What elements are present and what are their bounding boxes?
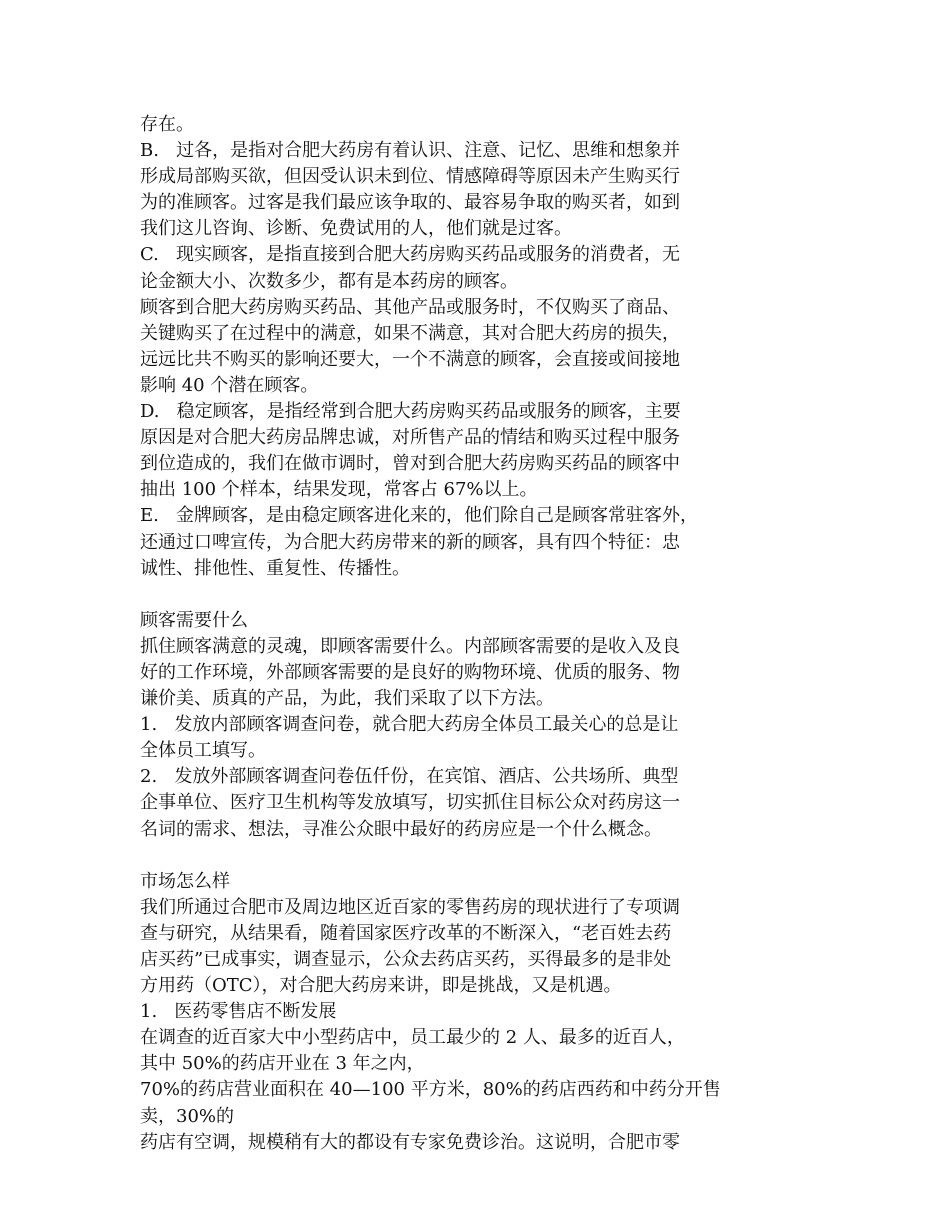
text-line: 论金额大小、次数多少，都有是本药房的顾客。 bbox=[140, 270, 518, 292]
text-line: 卖，30%的 bbox=[140, 1105, 235, 1127]
text-line: 还通过口啤宣传，为合肥大药房带来的新的顾客，具有四个特征：忠 bbox=[140, 531, 680, 553]
text-line: 名词的需求、想法，寻准公众眼中最好的药房应是一个什么概念。 bbox=[140, 818, 662, 840]
text-line: 在调查的近百家大中小型药店中，员工最少的 2 人、最多的近百人， bbox=[140, 1027, 685, 1049]
text-line: 顾客到合肥大药房购买药品、其他产品或服务时，不仅购买了商品、 bbox=[140, 296, 680, 318]
text-line: 存在。 bbox=[140, 114, 194, 135]
paragraph-spacer bbox=[140, 843, 820, 869]
text-line: 到位造成的，我们在做市调时，曾对到合肥大药房购买药品的顾客中 bbox=[140, 453, 680, 475]
text-line: 1. 医药零售店不断发展 bbox=[140, 1001, 337, 1023]
text-line: B. 过各，是指对合肥大药房有着认识、注意、记忆、思维和想象并 bbox=[140, 140, 681, 162]
text-line: 抽出 100 个样本，结果发现，常客占 67%以上。 bbox=[140, 479, 538, 501]
text-line: 谦价美、质真的产品，为此，我们采取了以下方法。 bbox=[140, 688, 554, 710]
text-line: 形成局部购买欲，但因受认识未到位、情感障碍等原因未产生购买行 bbox=[140, 166, 680, 188]
text-line: 70%的药店营业面积在 40—100 平方米，80%的药店西药和中药分开售 bbox=[140, 1079, 721, 1101]
text-line: 关键购买了在过程中的满意，如果不满意，其对合肥大药房的损失， bbox=[140, 322, 680, 344]
text-line: 2. 发放外部顾客调查问卷伍仟份，在宾馆、酒店、公共场所、典型 bbox=[140, 766, 679, 788]
paragraph-spacer bbox=[140, 582, 820, 608]
text-line: 店买药”已成事实，调查显示，公众去药店买药，买得最多的是非处 bbox=[140, 949, 672, 970]
section-heading: 顾客需要什么 bbox=[140, 609, 248, 631]
text-line: 企事单位、医疗卫生机构等发放填写，切实抓住目标公众对药房这一 bbox=[140, 792, 680, 814]
text-line: 影响 40 个潜在顾客。 bbox=[140, 374, 319, 396]
text-line: 远远比共不购买的影响还要大，一个不满意的顾客，会直接或间接地 bbox=[140, 348, 680, 370]
text-line: 我们所通过合肥市及周边地区近百家的零售药房的现状进行了专项调 bbox=[140, 896, 680, 918]
text-line: 为的准顾客。过客是我们最应该争取的、最容易争取的购买者，如到 bbox=[140, 192, 680, 214]
text-line: D. 稳定顾客，是指经常到合肥大药房购买药品或服务的顾客，主要 bbox=[140, 401, 681, 423]
text-line: 全体员工填写。 bbox=[140, 740, 266, 762]
text-line: 药店有空调，规模稍有大的都设有专家免费诊治。这说明，合肥市零 bbox=[140, 1131, 680, 1153]
text-line: 方用药（OTC），对合肥大药房来讲，即是挑战，又是机遇。 bbox=[140, 975, 622, 997]
document-body bbox=[140, 112, 820, 1156]
text-line: 查与研究，从结果看，随着国家医疗改革的不断深入，“老百姓去药 bbox=[140, 922, 672, 944]
text-line: 1. 发放内部顾客调查问卷，就合肥大药房全体员工最关心的总是让 bbox=[140, 714, 679, 736]
text-line: E. 金牌顾客，是由稳定顾客进化来的，他们除自己是顾客常驻客外， bbox=[140, 505, 699, 527]
text-line: 其中 50%的药店开业在 3 年之内， bbox=[140, 1053, 425, 1075]
text-line: 好的工作环境，外部顾客需要的是良好的购物环境、优质的服务、物 bbox=[140, 661, 680, 683]
text-line: 原因是对合肥大药房品牌忠诚，对所售产品的情结和购买过程中服务 bbox=[140, 427, 680, 449]
text-line: 抓住顾客满意的灵魂，即顾客需要什么。内部顾客需要的是收入及良 bbox=[140, 635, 680, 657]
text-line: 诚性、排他性、重复性、传播性。 bbox=[140, 557, 410, 579]
text-line: C. 现实顾客，是指直接到合肥大药房购买药品或服务的消费者，无 bbox=[140, 244, 681, 266]
text-line: 我们这儿咨询、诊断、免费试用的人，他们就是过客。 bbox=[140, 218, 572, 240]
section-heading: 市场怎么样 bbox=[140, 870, 230, 892]
